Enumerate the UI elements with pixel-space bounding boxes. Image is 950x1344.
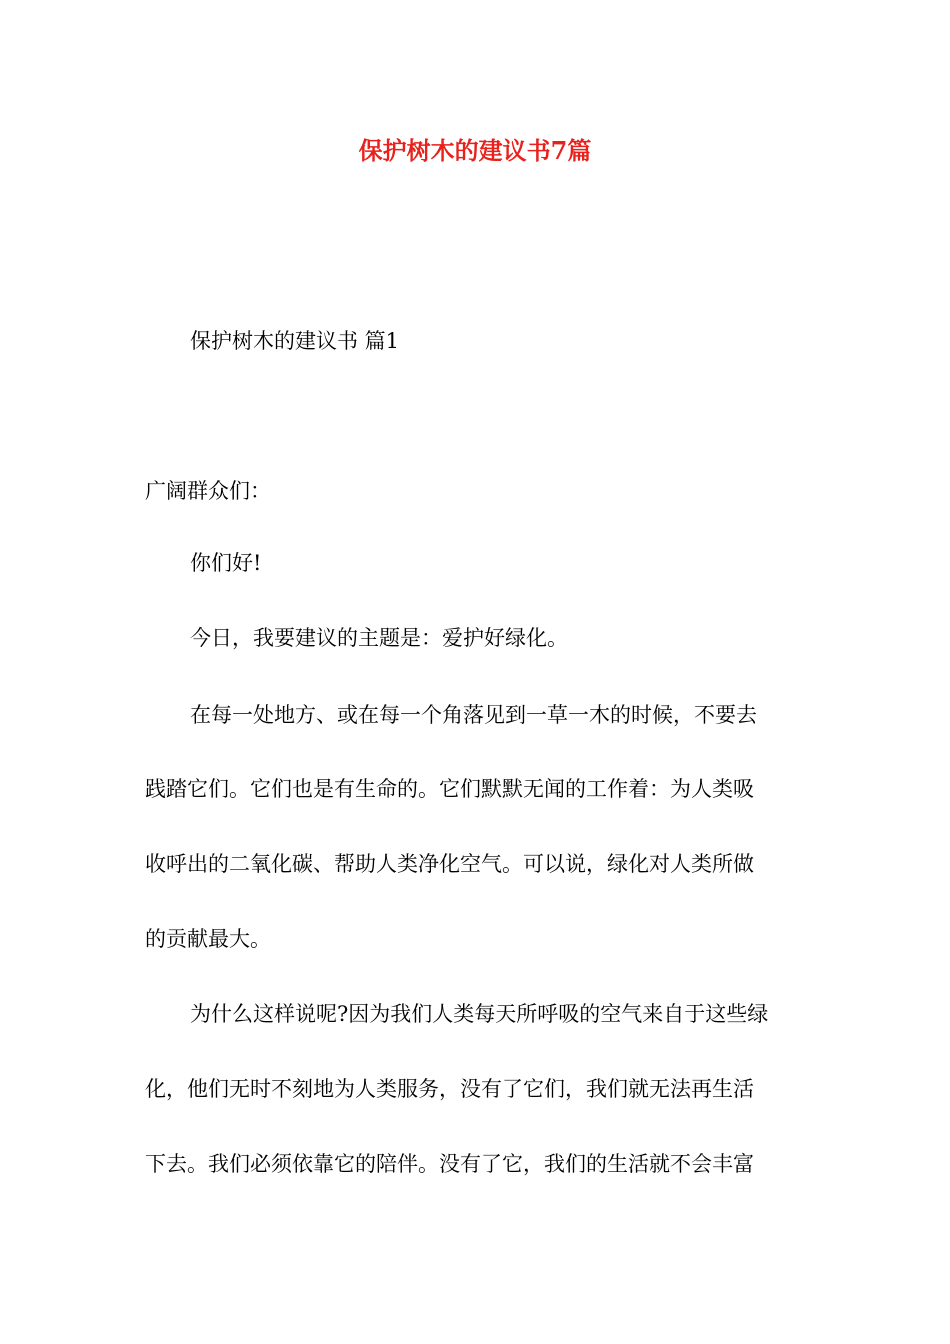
section-heading: 保护树木的建议书 篇1 — [190, 329, 400, 353]
salutation: 广阔群众们： — [145, 479, 271, 503]
paragraph-line: 践踏它们。它们也是有生命的。它们默默无闻的工作着：为人类吸 — [145, 777, 754, 801]
paragraph-line: 为什么这样说呢?因为我们人类每天所呼吸的空气来自于这些绿 — [190, 1002, 769, 1026]
paragraph-line: 收呼出的二氧化碳、帮助人类净化空气。可以说，绿化对人类所做 — [145, 852, 754, 876]
paragraph-line: 化，他们无时不刻地为人类服务，没有了它们，我们就无法再生活 — [145, 1077, 754, 1101]
document-title: 保护树木的建议书7篇 — [358, 136, 592, 165]
paragraph-line: 今日，我要建议的主题是：爱护好绿化。 — [190, 626, 568, 650]
paragraph-line: 在每一处地方、或在每一个角落见到一草一木的时候，不要去 — [190, 703, 757, 727]
paragraph-line: 下去。我们必须依靠它的陪伴。没有了它，我们的生活就不会丰富 — [145, 1152, 754, 1176]
paragraph-line: 的贡献最大。 — [145, 927, 271, 951]
paragraph-line: 你们好! — [190, 551, 262, 575]
